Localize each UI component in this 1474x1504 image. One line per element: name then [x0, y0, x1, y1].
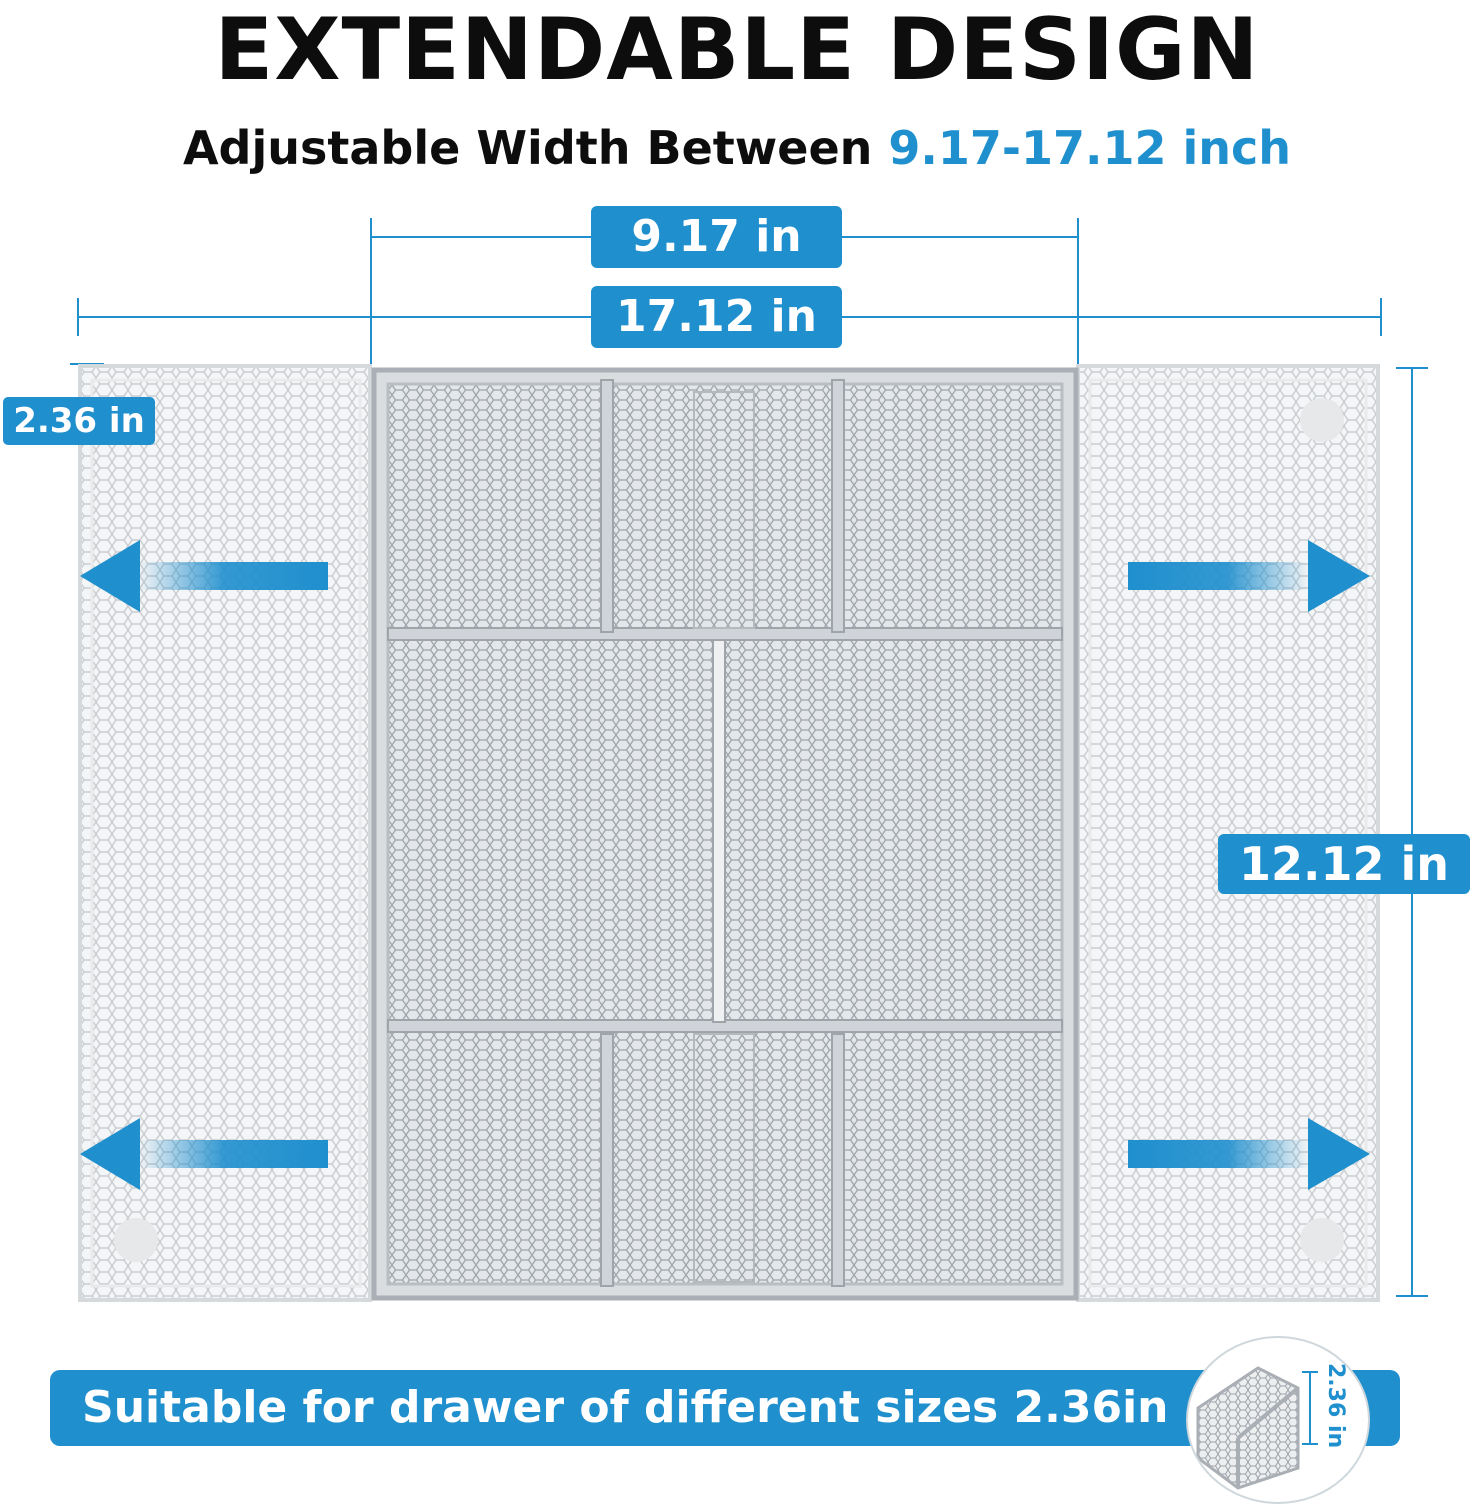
length-badge: 12.12 in	[1218, 834, 1470, 894]
corner-height-label: 2.36 in	[1323, 1363, 1348, 1449]
side-height-badge: 2.36 in	[3, 397, 155, 445]
min-width-badge: 9.17 in	[591, 206, 842, 268]
central-tray	[374, 370, 1076, 1298]
subtitle-prefix: Adjustable Width Between	[182, 121, 889, 175]
footer-text: Suitable for drawer of different sizes 2.36in	[82, 1382, 1169, 1433]
page-title: EXTENDABLE DESIGN	[214, 0, 1260, 100]
max-width-badge: 17.12 in	[591, 286, 842, 348]
subtitle-range: 9.17-17.12 inch	[888, 121, 1292, 175]
